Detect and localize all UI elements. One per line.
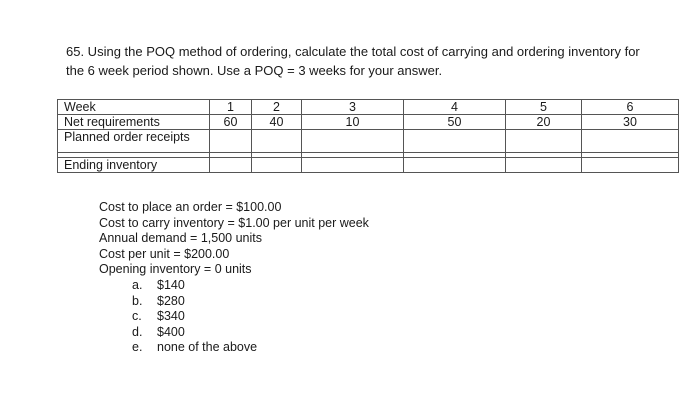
choice-text: none of the above: [157, 340, 258, 354]
choice-text: $400: [157, 324, 185, 339]
net-requirement-cell: 50: [404, 115, 506, 130]
empty-cell: [252, 158, 302, 173]
choice-letter: a.: [132, 278, 143, 292]
choice-letter: b.: [132, 293, 143, 308]
answer-choices: [132, 278, 257, 356]
empty-cell: [210, 158, 252, 173]
empty-cell: [252, 130, 302, 153]
table-row-ending-inventory: [58, 158, 679, 173]
empty-cell: [210, 130, 252, 153]
given-cost-per-unit: Cost per unit = $200.00: [99, 246, 230, 261]
net-requirement-cell: 20: [506, 115, 582, 130]
empty-cell: [302, 130, 404, 153]
empty-cell: [506, 130, 582, 153]
row-label-net-requirements: Net requirements: [58, 115, 210, 130]
week-cell: 6: [582, 100, 679, 115]
row-label-week: Week: [58, 100, 210, 115]
week-cell: 4: [404, 100, 506, 115]
net-requirement-cell: 30: [582, 115, 679, 130]
row-label-planned-order-receipts: Planned order receipts: [58, 130, 210, 153]
answer-choice: [132, 340, 257, 356]
choice-letter: e.: [132, 340, 143, 354]
inventory-table: [57, 99, 679, 173]
choice-text: $280: [157, 293, 185, 308]
choice-letter: c.: [132, 309, 142, 323]
question-text: 65. Using the POQ method of ordering, calculate the total cost of carrying and ordering inventory for the 6 week period shown. Use a POQ = 3 weeks for your answer.: [66, 44, 640, 78]
empty-cell: [506, 158, 582, 173]
table-row-planned-order-receipts: [58, 130, 679, 153]
net-requirement-cell: 10: [302, 115, 404, 130]
empty-cell: [404, 158, 506, 173]
given-order-cost: Cost to place an order = $100.00: [99, 200, 282, 214]
net-requirement-cell: 40: [252, 115, 302, 130]
table-row-week: [58, 100, 679, 115]
choice-text: $140: [157, 278, 185, 292]
row-label-ending-inventory: Ending inventory: [58, 158, 210, 173]
given-information: [99, 200, 369, 278]
choice-letter: d.: [132, 324, 143, 339]
choice-text: $340: [157, 309, 185, 323]
given-opening-inventory: Opening inventory = 0 units: [99, 262, 252, 276]
empty-cell: [302, 158, 404, 173]
net-requirement-cell: 60: [210, 115, 252, 130]
empty-cell: [582, 158, 679, 173]
answer-choice: [132, 309, 257, 325]
week-cell: 2: [252, 100, 302, 115]
week-cell: 3: [302, 100, 404, 115]
answer-choice: [132, 294, 257, 310]
given-carry-cost: Cost to carry inventory = $1.00 per unit per week: [99, 215, 369, 230]
empty-cell: [582, 130, 679, 153]
empty-cell: [404, 130, 506, 153]
table-row-net-requirements: [58, 115, 679, 130]
week-cell: 5: [506, 100, 582, 115]
answer-choice: [132, 278, 257, 294]
given-annual-demand: Annual demand = 1,500 units: [99, 231, 262, 245]
answer-choice: [132, 325, 257, 341]
week-cell: 1: [210, 100, 252, 115]
